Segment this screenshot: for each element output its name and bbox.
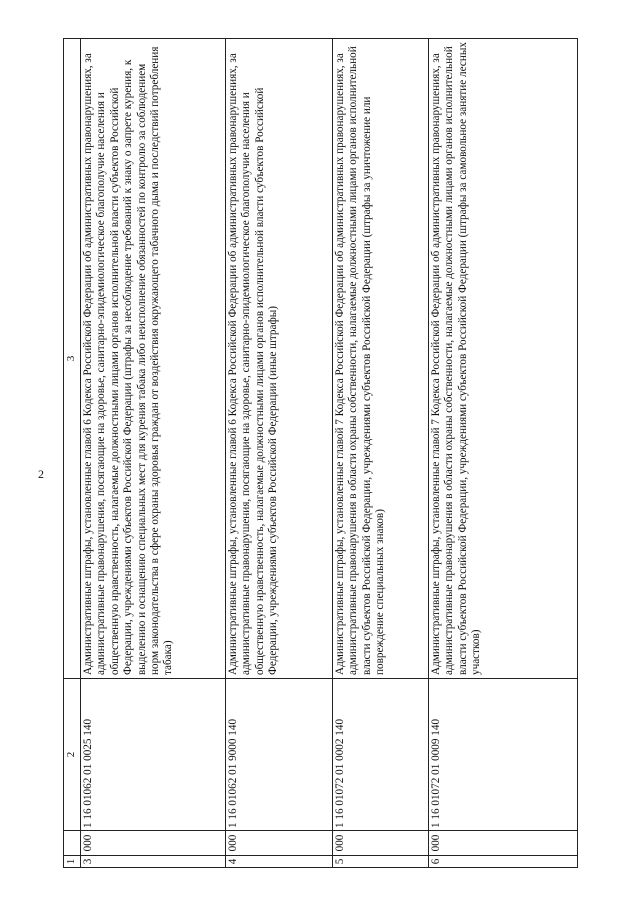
header-col-3: 3 [64, 39, 81, 679]
table-row [226, 39, 333, 868]
row-number: 5 [333, 856, 429, 868]
header-col-2: 2 [64, 679, 81, 831]
table-row [429, 39, 578, 868]
header-col-admin [64, 831, 81, 856]
row-number: 3 [81, 856, 226, 868]
budget-code-table [63, 38, 578, 868]
table-row [333, 39, 429, 868]
revenue-description: Административные штрафы, установленные главой 7 Кодекса Российской Федерации об административных правонарушениях, за административные правонарушения в области охраны собственности, налагаемые должностными лицами органов исполнительной власти субъектов Российской Федерации, учреждениями субъектов Российской Федерации (штрафы за уничтожение или повреждение специальных знаков) [333, 39, 429, 679]
admin-code: 000 [333, 831, 429, 856]
table-row [81, 39, 226, 868]
admin-code: 000 [226, 831, 333, 856]
budget-code: 1 16 01062 01 0025 140 [81, 679, 226, 831]
budget-code: 1 16 01062 01 9000 140 [226, 679, 333, 831]
page-number: 2 [38, 467, 44, 481]
rotated-sheet [63, 38, 578, 868]
table-header-row [64, 39, 81, 868]
budget-code: 1 16 01072 01 0009 140 [429, 679, 578, 831]
budget-code: 1 16 01072 01 0002 140 [333, 679, 429, 831]
row-number: 6 [429, 856, 578, 868]
revenue-description: Административные штрафы, установленные главой 7 Кодекса Российской Федерации об административных правонарушениях, за административные правонарушения в области охраны собственности, налагаемые должностными лицами органов исполнительной власти субъектов Российской Федерации, учреждениями субъектов Российской Федерации (штрафы за самовольное занятие лесных участков) [429, 39, 578, 679]
admin-code: 000 [429, 831, 578, 856]
revenue-description: Административные штрафы, установленные главой 6 Кодекса Российской Федерации об административных правонарушениях, за административные правонарушения, посягающие на здоровье, санитарно-эпидемиологическое благополучие населения и общественную нравственность, налагаемые должностными лицами органов исполнительной власти субъектов Российской Федерации, учреждениями субъектов Российской Федерации (штрафы за несоблюдение требований к знаку о запрете курения, к выделению и оснащению специальных мест для курения табака либо неисполнение обязанностей по контролю за соблюдением норм законодательства в сфере охраны здоровья граждан от воздействия окружающего табачного дыма и последствий потребления табака) [81, 39, 226, 679]
admin-code: 000 [81, 831, 226, 856]
row-number: 4 [226, 856, 333, 868]
header-col-1: 1 [64, 856, 81, 868]
revenue-description: Административные штрафы, установленные главой 6 Кодекса Российской Федерации об административных правонарушениях, за административные правонарушения, посягающие на здоровье, санитарно-эпидемиологическое благополучие населения и общественную нравственность, налагаемые должностными лицами органов исполнительной власти субъектов Российской Федерации, учреждениями субъектов Российской Федерации (иные штрафы) [226, 39, 333, 679]
